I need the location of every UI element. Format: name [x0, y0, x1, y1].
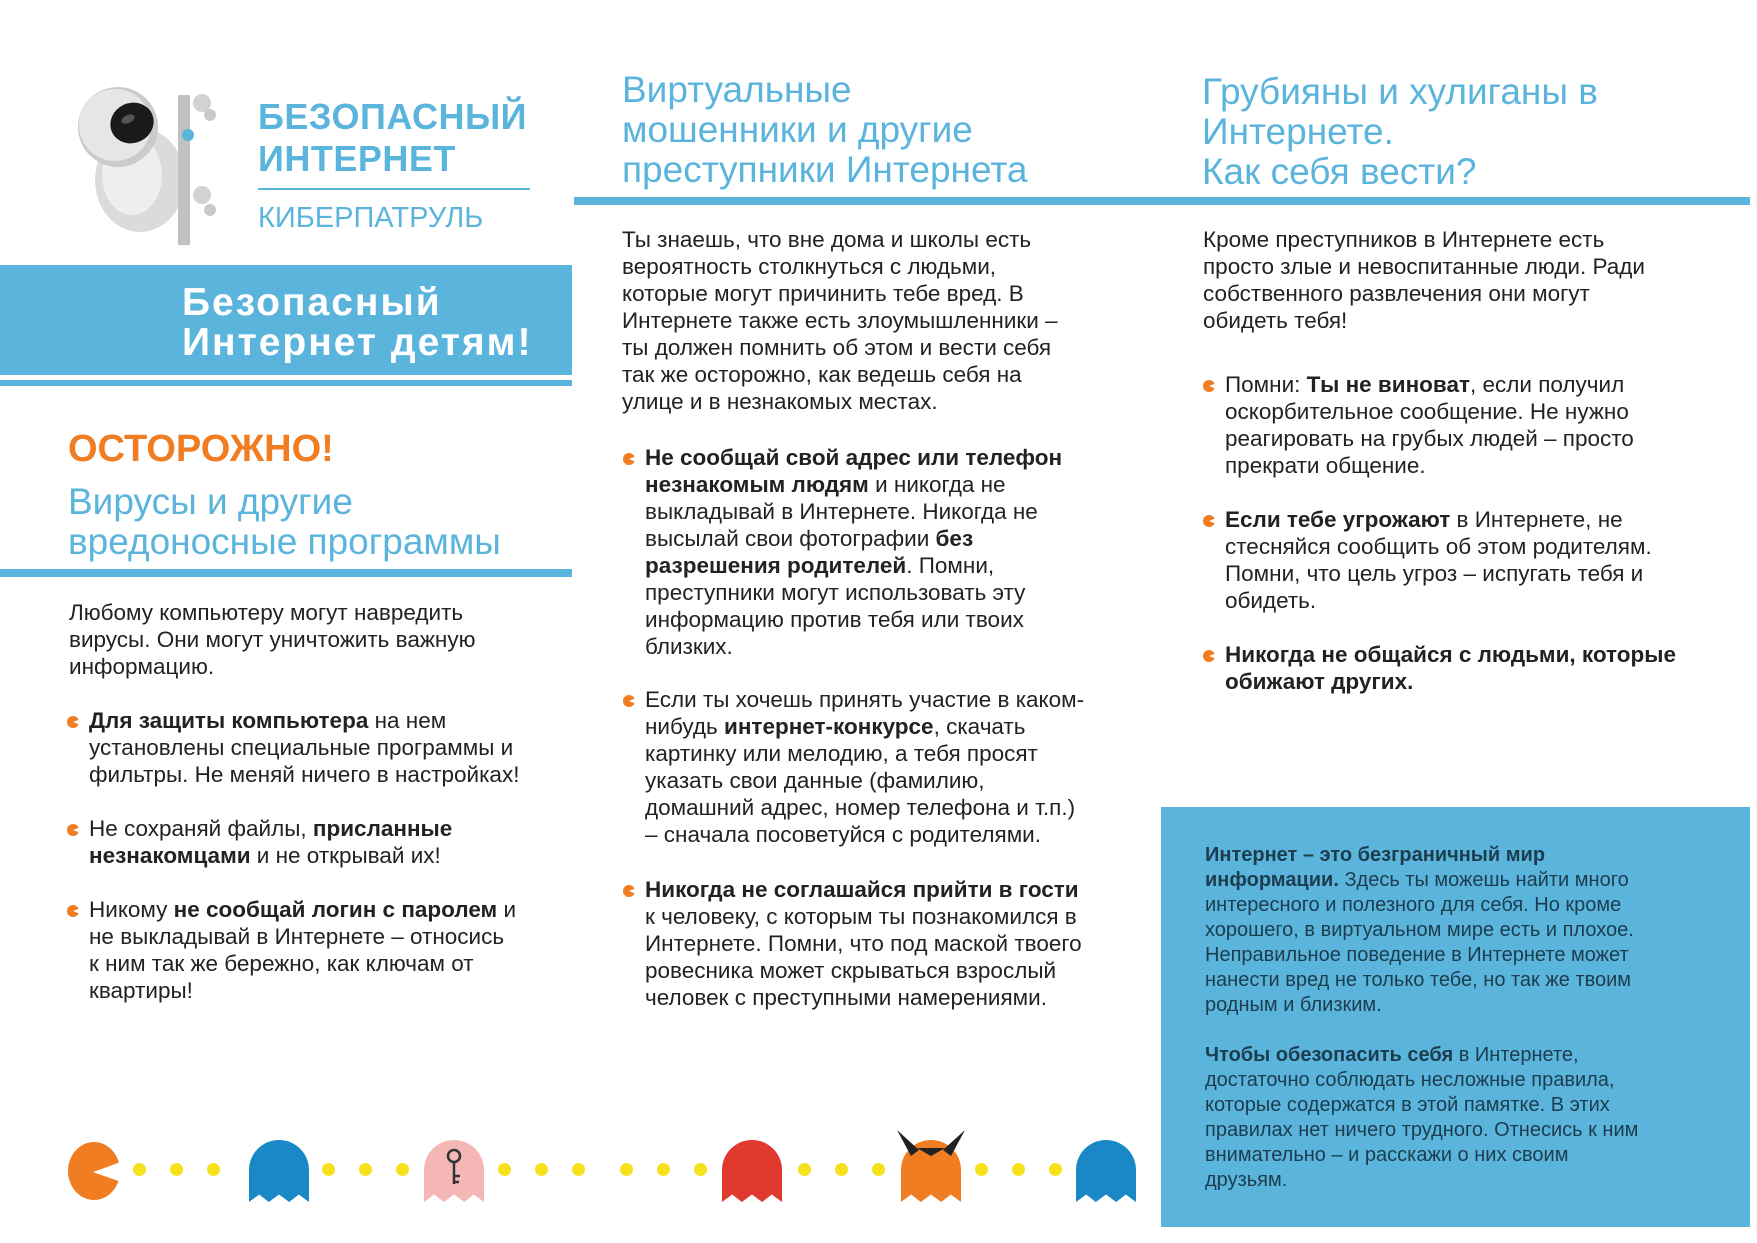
col2-intro-line: улице и в незнакомых местах. [622, 389, 938, 414]
header-title [258, 96, 527, 180]
bullet-marker-icon [623, 695, 635, 707]
pacman-icon [68, 1142, 120, 1200]
col3-heading-line: Как себя вести? [1202, 151, 1477, 192]
key-icon [444, 1148, 464, 1188]
ghost-icon [722, 1140, 782, 1202]
col3-intro-line: просто злые и невоспитанные люди. Ради [1203, 254, 1645, 279]
ghost-icon [249, 1140, 309, 1202]
col3-intro-line: обидеть тебя! [1203, 308, 1348, 333]
top-heading-underline [574, 197, 1750, 205]
pellet [572, 1163, 585, 1176]
pellet [133, 1163, 146, 1176]
col2-intro [622, 226, 1058, 415]
col2-intro-line: Ты знаешь, что вне дома и школы есть [622, 227, 1032, 252]
col2-intro-line: Интернете также есть злоумышленники – [622, 308, 1058, 333]
col2-heading-line: преступники Интернета [622, 149, 1028, 190]
banner [0, 265, 572, 375]
col1-intro [69, 599, 475, 680]
header-divider [258, 188, 530, 190]
bullet-marker-icon [67, 716, 79, 728]
col1-heading [68, 482, 501, 562]
col2-heading [622, 70, 1027, 190]
col2-heading-line: мошенники и другие [622, 109, 973, 150]
col2-bullet-2: Если ты хочешь принять участие в каком- нибудь интернет-конкурсе, скачать картинку или мелодию, а тебя просят указать свои данные (фамилию, домашний адрес, номер телефона и т.п.) – сначала посоветуйся с родителями. [645, 686, 1084, 848]
pellet [657, 1163, 670, 1176]
header-title-line1: БЕЗОПАСНЫЙ [258, 96, 528, 137]
col3-bullet-3: Никогда не общайся с людьми, которые обижают других. [1225, 641, 1676, 695]
col2-intro-line: так же осторожно, как ведешь себя на [622, 362, 1022, 387]
pellet [975, 1163, 988, 1176]
col2-intro-line: которые могут причинить тебе вред. В [622, 281, 1024, 306]
banner-line2: Интернет детям! [182, 321, 533, 364]
bullet-marker-icon [623, 453, 635, 465]
col2-heading-line: Виртуальные [622, 69, 852, 110]
header-subtitle: КИБЕРПАТРУЛЬ [258, 202, 484, 234]
col1-bullet-2: Не сохраняй файлы, присланные незнакомцами и не открывай их! [89, 815, 452, 869]
pellet [322, 1163, 335, 1176]
info-box [1161, 807, 1750, 1227]
pellet [835, 1163, 848, 1176]
bullet-marker-icon [623, 885, 635, 897]
pellet [359, 1163, 372, 1176]
col2-intro-line: ты должен помнить об этом и вести себя [622, 335, 1052, 360]
col1-heading-line2: вредоносные программы [68, 521, 501, 562]
pellet [170, 1163, 183, 1176]
pellet [498, 1163, 511, 1176]
ghost-icon [1076, 1140, 1136, 1202]
banner-line1: Безопасный [182, 281, 442, 324]
col2-bullet-1: Не сообщай свой адрес или телефон незнакомым людям и никогда не выкладывай в Интернете. Никогда не высылай свои фотографии без разрешения родителей. Помни, преступники могут использовать эту информацию против тебя или твоих близких. [645, 444, 1062, 660]
col3-heading-line: Грубияны и хулиганы в [1202, 71, 1598, 112]
banner-underline [0, 380, 572, 386]
col3-heading [1202, 72, 1598, 192]
bullet-marker-icon [1203, 650, 1215, 662]
banner-text [182, 283, 533, 363]
col2-intro-line: вероятность столкнуться с людьми, [622, 254, 997, 279]
bullet-marker-icon [1203, 380, 1215, 392]
robot-mascot-icon [70, 75, 230, 250]
bullet-marker-icon [67, 905, 79, 917]
col3-heading-line: Интернете. [1202, 111, 1394, 152]
col1-heading-line1: Вирусы и другие [68, 481, 353, 522]
pellet [694, 1163, 707, 1176]
bullet-marker-icon [67, 824, 79, 836]
pellet [1012, 1163, 1025, 1176]
col1-bullet-3: Никому не сообщай логин с паролем и не выкладывай в Интернете – относись к ним так же бережно, как ключам от квартиры! [89, 896, 516, 1004]
col1-heading-underline [0, 569, 572, 577]
bullet-marker-icon [1203, 515, 1215, 527]
col1-intro-line: Любому компьютеру могут навредить [69, 600, 464, 625]
col3-intro-line: Кроме преступников в Интернете есть [1203, 227, 1605, 252]
pellet [207, 1163, 220, 1176]
col1-intro-line: информацию. [69, 654, 215, 679]
pellet [535, 1163, 548, 1176]
col3-bullet-2: Если тебе угрожают в Интернете, не стесняйся сообщить об этом родителям. Помни, что цель угроз – испугать тебя и обидеть. [1225, 506, 1652, 614]
col3-bullet-1: Помни: Ты не виноват, если получил оскорбительное сообщение. Не нужно реагировать на грубых людей – просто прекрати общение. [1225, 371, 1634, 479]
pellet [872, 1163, 885, 1176]
warning-heading: ОСТОРОЖНО! [68, 428, 334, 470]
col1-bullet-1: Для защиты компьютера на нем установлены специальные программы и фильтры. Не меняй ничего в настройках! [89, 707, 519, 788]
ghost-ears-icon [897, 1130, 965, 1156]
col3-intro-line: собственного развлечения они могут [1203, 281, 1590, 306]
pellet [396, 1163, 409, 1176]
pellet [798, 1163, 811, 1176]
header-title-line2: ИНТЕРНЕТ [258, 138, 456, 179]
col2-bullet-3: Никогда не соглашайся прийти в гости к человеку, с которым ты познакомился в Интернете. Помни, что под маской твоего ровесника может скрываться взрослый человек с преступными намерениями. [645, 876, 1082, 1011]
pellet [620, 1163, 633, 1176]
info-box-text: Интернет – это безграничный мир информации. Здесь ты можешь найти много интересного и полезного для себя. Но кроме хорошего, в виртуальном мире есть и плохое. Неправильное поведение в Интернете может нанести вред не только тебе, но так же твоим родным и близким. Чтобы обезопасить себя в Интернете, достаточно соблюдать несложные правила, которые содержатся в этой памятке. В этих правилах нет ничего трудного. Отнесись к ним внимательно – и расскажи о них своим друзьям. [1205, 844, 1639, 1191]
col1-intro-line: вирусы. Они могут уничтожить важную [69, 627, 476, 652]
col3-intro [1203, 226, 1645, 334]
pellet [1049, 1163, 1062, 1176]
